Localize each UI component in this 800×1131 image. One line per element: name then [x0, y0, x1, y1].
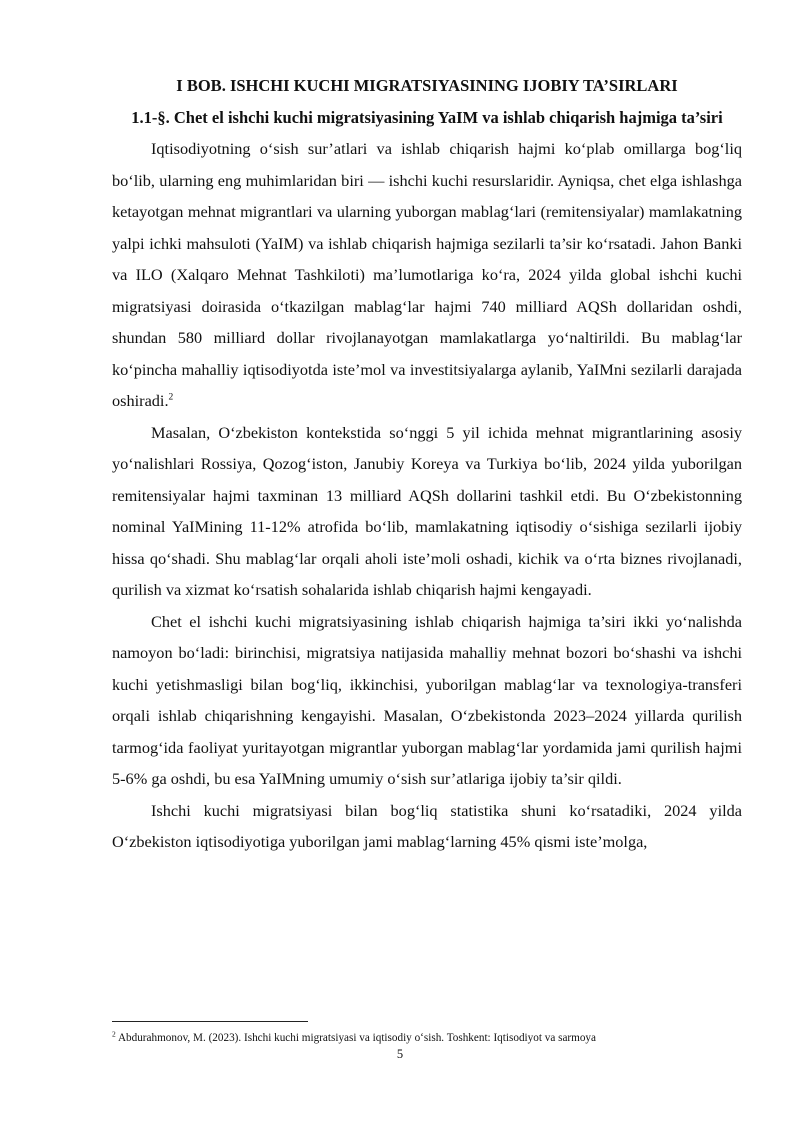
paragraph-1 [112, 133, 742, 417]
page-body [112, 72, 742, 858]
chapter-title: I BOB. ISHCHI KUCHI MIGRATSIYASINING IJOBIY TA’SIRLARI [176, 76, 678, 95]
footnote-text: Abdurahmonov, M. (2023). Ishchi kuchi migratsiyasi va iqtisodiy o‘sish. Toshkent: Iqtisodiyot va sarmoya [117, 1032, 596, 1044]
footnote-reference[interactable]: 2 [168, 392, 174, 403]
page-number: 5 [396, 1047, 404, 1061]
paragraph-4-text: Ishchi kuchi migratsiyasi bilan bog‘liq statistika shuni ko‘rsatadiki, 2024 yilda O‘zbekiston iqtisodiyotiga yuborilgan jami mablag‘larning 45% qismi iste’molga, [112, 800, 742, 851]
paragraph-1-text: Iqtisodiyotning o‘sish sur’atlari va ishlab chiqarish hajmi ko‘plab omillarga bog‘liq bo‘lib, ularning eng muhimlaridan biri — ishchi kuchi resurslaridir. Ayniqsa, chet elga ishlashga ketayotgan mehnat migrantlari va ularning yuborgan mablag‘lari (remitensiyalar) mamlakatning yalpi ichki mahsuloti (YaIM) va ishlab chiqarish hajmiga sezilarli ta’sir ko‘rsatadi. Jahon Banki va ILO (Xalqaro Mehnat Tashkiloti) ma’lumotlariga ko‘ra, 2024 yilda global ishchi kuchi migratsiyasi doirasida o‘tkazilgan mablag‘lar hajmi 740 milliard AQSh dollaridan oshdi, shundan 580 milliard dollar rivojlanayotgan mamlakatlarga yo‘naltirildi. Bu mablag‘lar ko‘pincha mahalliy iqtisodiyotda iste’mol va investitsiyalarga aylanib, YaIMni sezilarli darajada oshiradi. [112, 139, 742, 410]
paragraph-3-text: Chet el ishchi kuchi migratsiyasining ishlab chiqarish hajmiga ta’siri ikki yo‘nalishda namoyon bo‘ladi: birinchisi, migratsiya natijasida mahalliy mehnat bozori bo‘shashi va ishchi kuchi yetishmasligi bilan bog‘liq, ikkinchisi, yuborilgan mablag‘lar va texnologiya-transferi orqali ishlab chiqarishning kengayishi. Masalan, O‘zbekistonda 2023–2024 yillarda qurilish tarmog‘ida faoliyat yuritayotgan migrantlar yuborgan mablag‘lar yordamida jami qurilish hajmi 5-6% ga oshdi, bu esa YaIMning umumiy o‘sish sur’atlariga ijobiy ta’sir qildi. [112, 611, 742, 788]
footnote [112, 1031, 752, 1045]
paragraph-3 [112, 606, 742, 795]
paragraph-4 [112, 795, 742, 858]
footnote-number: 2 [112, 1029, 116, 1039]
section-title: 1.1-§. Chet el ishchi kuchi migratsiyasining YaIM va ishlab chiqarish hajmiga ta’siri [131, 108, 723, 127]
paragraph-2-text: Masalan, O‘zbekiston kontekstida so‘nggi 5 yil ichida mehnat migrantlarining asosiy yo‘nalishlari Rossiya, Qozog‘iston, Janubiy Koreya va Turkiya bo‘lib, 2024 yilda yuborilgan remitensiyalar hajmi taxminan 13 milliard AQSh dollarini tashkil etdi. Bu O‘zbekistonning nominal YaIMining 11-12% atrofida bo‘lib, mamlakatning iqtisodiy o‘sishiga sezilarli ijobiy hissa qo‘shadi. Shu mablag‘lar orqali aholi iste’moli oshadi, kichik va o‘rta biznes rivojlanadi, qurilish va xizmat ko‘rsatish sohalarida ishlab chiqarish hajmi kengayadi. [112, 422, 742, 599]
footnote-divider [112, 1021, 308, 1022]
paragraph-2 [112, 417, 742, 606]
